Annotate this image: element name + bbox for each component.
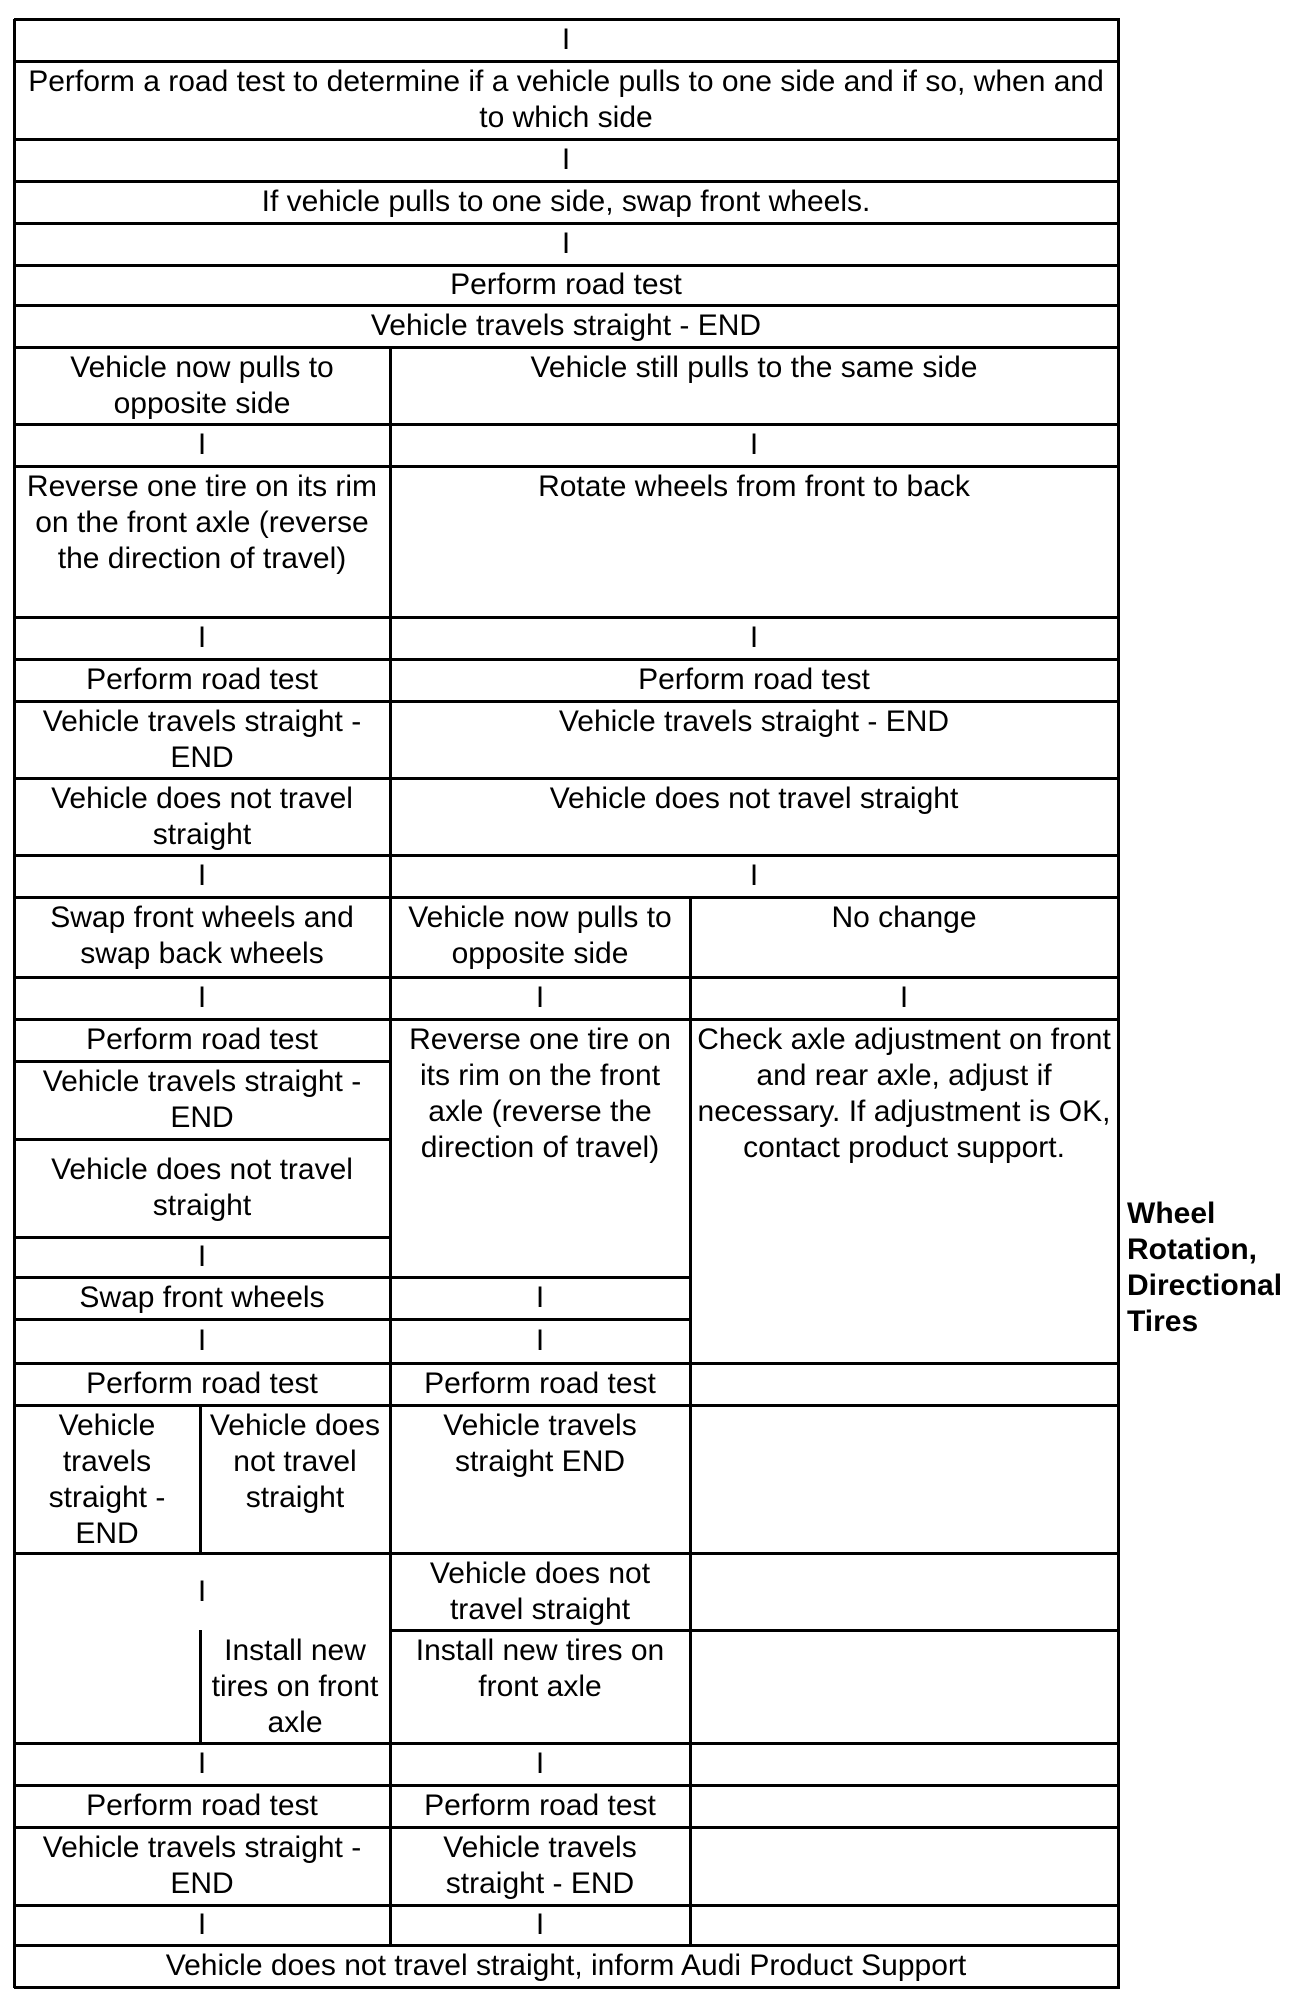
flow-connector: I (197, 1240, 207, 1273)
flow-step: Rotate wheels from front to back (538, 470, 970, 503)
table-border (14, 1404, 1120, 1407)
flow-step: Perform road test (86, 1789, 318, 1822)
table-border (14, 1826, 1120, 1829)
flow-step: Check axle adjustment on front and rear axle, adjust if necessary. If adjustment is OK, contact product support. (697, 1023, 1111, 1164)
table-border (14, 1904, 1120, 1907)
table-border (199, 1405, 202, 1554)
flow-connector: I (749, 621, 759, 654)
flow-step: Perform road test (638, 663, 870, 696)
flow-step: Install new tires on front axle (415, 1634, 665, 1703)
flow-connector: I (749, 428, 759, 461)
flow-connector: I (197, 428, 207, 461)
flow-step: Perform road test (424, 1367, 656, 1400)
table-border (14, 423, 1120, 426)
side-label-line: Rotation, (1127, 1233, 1257, 1266)
flow-connector: I (535, 1324, 545, 1357)
flow-connector: I (197, 1747, 207, 1780)
table-border (14, 465, 1120, 468)
flow-step: Vehicle travels straight - END (370, 309, 762, 342)
table-border (14, 1060, 392, 1063)
table-border (1117, 19, 1120, 1988)
flow-step: Install new tires on front axle (211, 1634, 379, 1739)
flow-step: Perform road test (86, 1023, 318, 1056)
flow-connector: I (535, 1747, 545, 1780)
flow-step: Vehicle travels straight - END (42, 705, 362, 774)
flow-step: Swap front wheels and swap back wheels (50, 901, 354, 970)
table-border (14, 304, 1120, 307)
flow-step: Vehicle travels straight - END (558, 705, 950, 738)
flow-step: Vehicle travels straight - END (443, 1831, 637, 1900)
table-border (14, 1318, 692, 1321)
table-border (14, 346, 1120, 349)
flow-connector: I (561, 143, 571, 176)
table-border (14, 18, 1120, 21)
table-border (14, 180, 1120, 183)
flow-connector: I (561, 23, 571, 56)
table-border (689, 897, 692, 1946)
flow-connector: I (535, 1908, 545, 1941)
table-border (14, 1742, 1120, 1745)
flow-step: Vehicle travels straight - END (42, 1065, 362, 1134)
flow-step: Perform road test (86, 1367, 318, 1400)
flow-connector: I (535, 981, 545, 1014)
table-border (14, 1944, 1120, 1947)
table-border (14, 976, 1120, 979)
table-border (14, 1018, 1120, 1021)
table-border (14, 777, 1120, 780)
table-border (14, 700, 1120, 703)
table-border (14, 854, 1120, 857)
flow-connector: I (899, 981, 909, 1014)
table-border (390, 1629, 1120, 1632)
table-border (14, 1276, 692, 1279)
flow-connector: I (561, 227, 571, 260)
side-label (1127, 1196, 1312, 1340)
table-border (14, 896, 1120, 899)
flow-step: Vehicle does not travel straight (51, 782, 353, 851)
flow-step: Vehicle does not travel straight (209, 1409, 381, 1514)
flow-connector: I (749, 859, 759, 892)
flow-step: Vehicle travels straight END (443, 1409, 637, 1478)
flow-step: Vehicle does not travel straight (51, 1153, 353, 1222)
table-border (14, 658, 1120, 661)
side-label-line: Tires (1127, 1305, 1199, 1338)
flow-step: Reverse one tire on its rim on the front axle (reverse the direction of travel) (409, 1023, 671, 1164)
flow-connector: I (197, 1908, 207, 1941)
flow-step: Perform a road test to determine if a vehicle pulls to one side and if so, when and to which side (28, 65, 1104, 134)
table-border (199, 1630, 202, 1744)
table-border (14, 222, 1120, 225)
flow-step: Vehicle travels straight - END (48, 1409, 166, 1550)
flow-step: Perform road test (86, 663, 318, 696)
table-border (14, 616, 1120, 619)
side-label-line: Directional (1127, 1269, 1283, 1302)
table-border (389, 347, 392, 1946)
flow-step: Vehicle does not travel straight (549, 782, 959, 815)
flow-connector: I (535, 1281, 545, 1314)
flow-step: Perform road test (450, 268, 682, 301)
flow-step: Vehicle now pulls to opposite side (408, 901, 672, 970)
flow-step: Vehicle still pulls to the same side (530, 351, 978, 384)
table-border (14, 60, 1120, 63)
flow-connector: I (197, 981, 207, 1014)
table-border (14, 1986, 1120, 1989)
table-border (14, 1784, 1120, 1787)
flow-step: Reverse one tire on its rim on the front axle (reverse the direction of travel) (26, 470, 378, 575)
flow-step: Perform road test (424, 1789, 656, 1822)
flow-connector: I (197, 859, 207, 892)
flow-step: Swap front wheels (79, 1281, 325, 1314)
flow-step: Vehicle does not travel straight, inform Audi Product Support (165, 1949, 967, 1982)
side-label-line: Wheel (1127, 1197, 1216, 1230)
flow-connector: I (197, 1324, 207, 1357)
table-border (14, 1552, 1120, 1555)
table-border (14, 1236, 392, 1239)
flow-step: Vehicle now pulls to opposite side (70, 351, 334, 420)
flow-step: Vehicle travels straight - END (42, 1831, 362, 1900)
table-border (13, 19, 16, 1988)
table-border (14, 138, 1120, 141)
flow-connector: I (197, 1574, 207, 1608)
flow-step: No change (831, 901, 977, 934)
flow-step: If vehicle pulls to one side, swap front wheels. (261, 185, 871, 218)
flow-connector: I (197, 621, 207, 654)
table-border (14, 1362, 1120, 1365)
table-border (14, 1138, 392, 1141)
table-border (14, 264, 1120, 267)
flow-step: Vehicle does not travel straight (429, 1557, 651, 1626)
